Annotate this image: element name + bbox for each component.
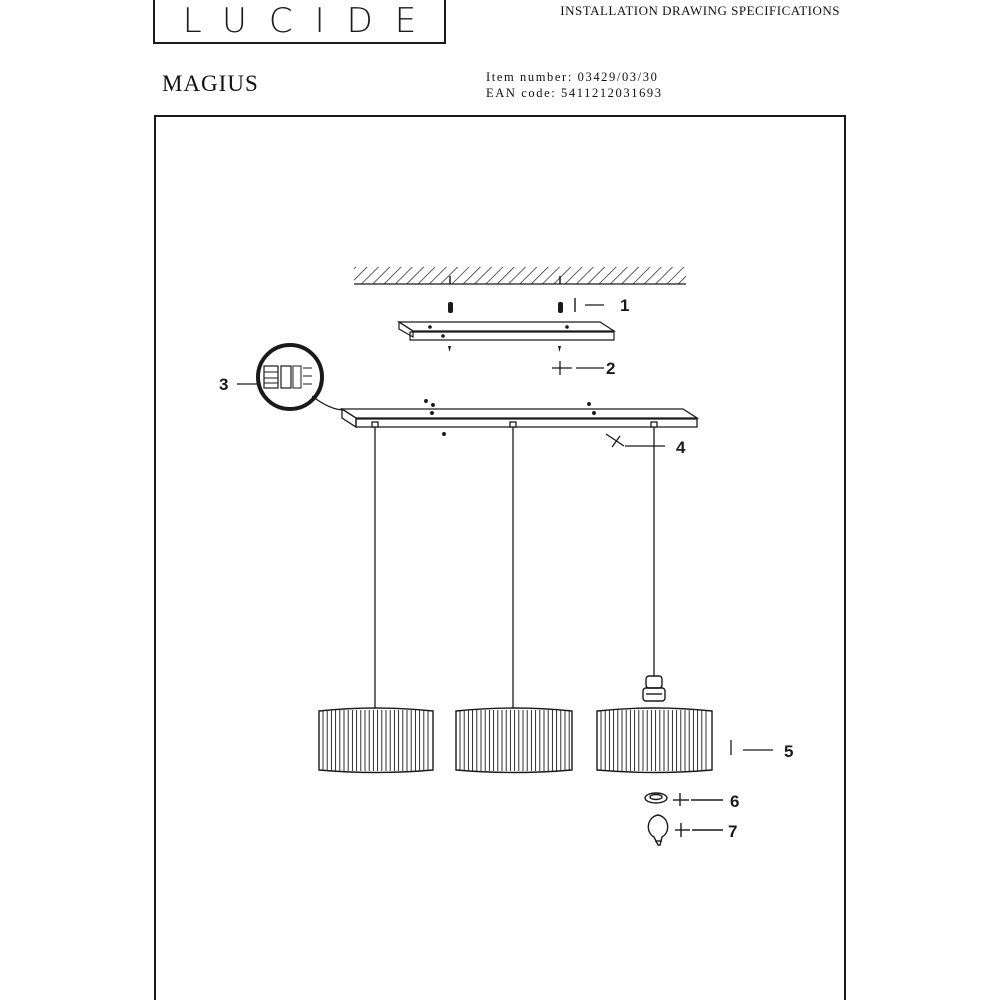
mounting-bracket (399, 322, 614, 340)
ceiling (354, 267, 686, 284)
callout-number-2: 2 (606, 359, 616, 378)
callout-number-1: 1 (620, 296, 630, 315)
callout-number-5: 5 (784, 742, 794, 761)
lamp-shade-2 (456, 708, 572, 773)
callout-number-3: 3 (219, 375, 229, 394)
ean-label: EAN code: (486, 86, 557, 100)
lamp-shade-1 (319, 708, 433, 773)
lamp-holder (643, 676, 665, 701)
pendant-cables (375, 427, 654, 708)
item-number-value: 03429/03/30 (577, 70, 659, 84)
light-bulb-icon (648, 815, 723, 845)
canopy-bar (342, 400, 697, 436)
anchor-icon (448, 298, 575, 313)
screw-symbol-icon (552, 361, 572, 375)
screw-icon (448, 346, 561, 352)
document-title: INSTALLATION DRAWING SPECIFICATIONS (560, 3, 840, 18)
callout-number-4: 4 (676, 438, 686, 457)
callout-number-6: 6 (730, 792, 740, 811)
shade-ring-icon (645, 793, 723, 806)
product-name: MAGIUS (162, 71, 259, 96)
ean-value: 5411212031693 (561, 86, 663, 100)
item-number-label: Item number: (486, 70, 573, 84)
screw-symbol-icon (606, 434, 624, 447)
brand-logo-text: LUCIDE (182, 1, 439, 41)
lamp-shade (319, 708, 712, 773)
callout-number-7: 7 (728, 822, 738, 841)
lamp-shade-3 (597, 708, 712, 773)
terminal-detail (258, 345, 344, 410)
